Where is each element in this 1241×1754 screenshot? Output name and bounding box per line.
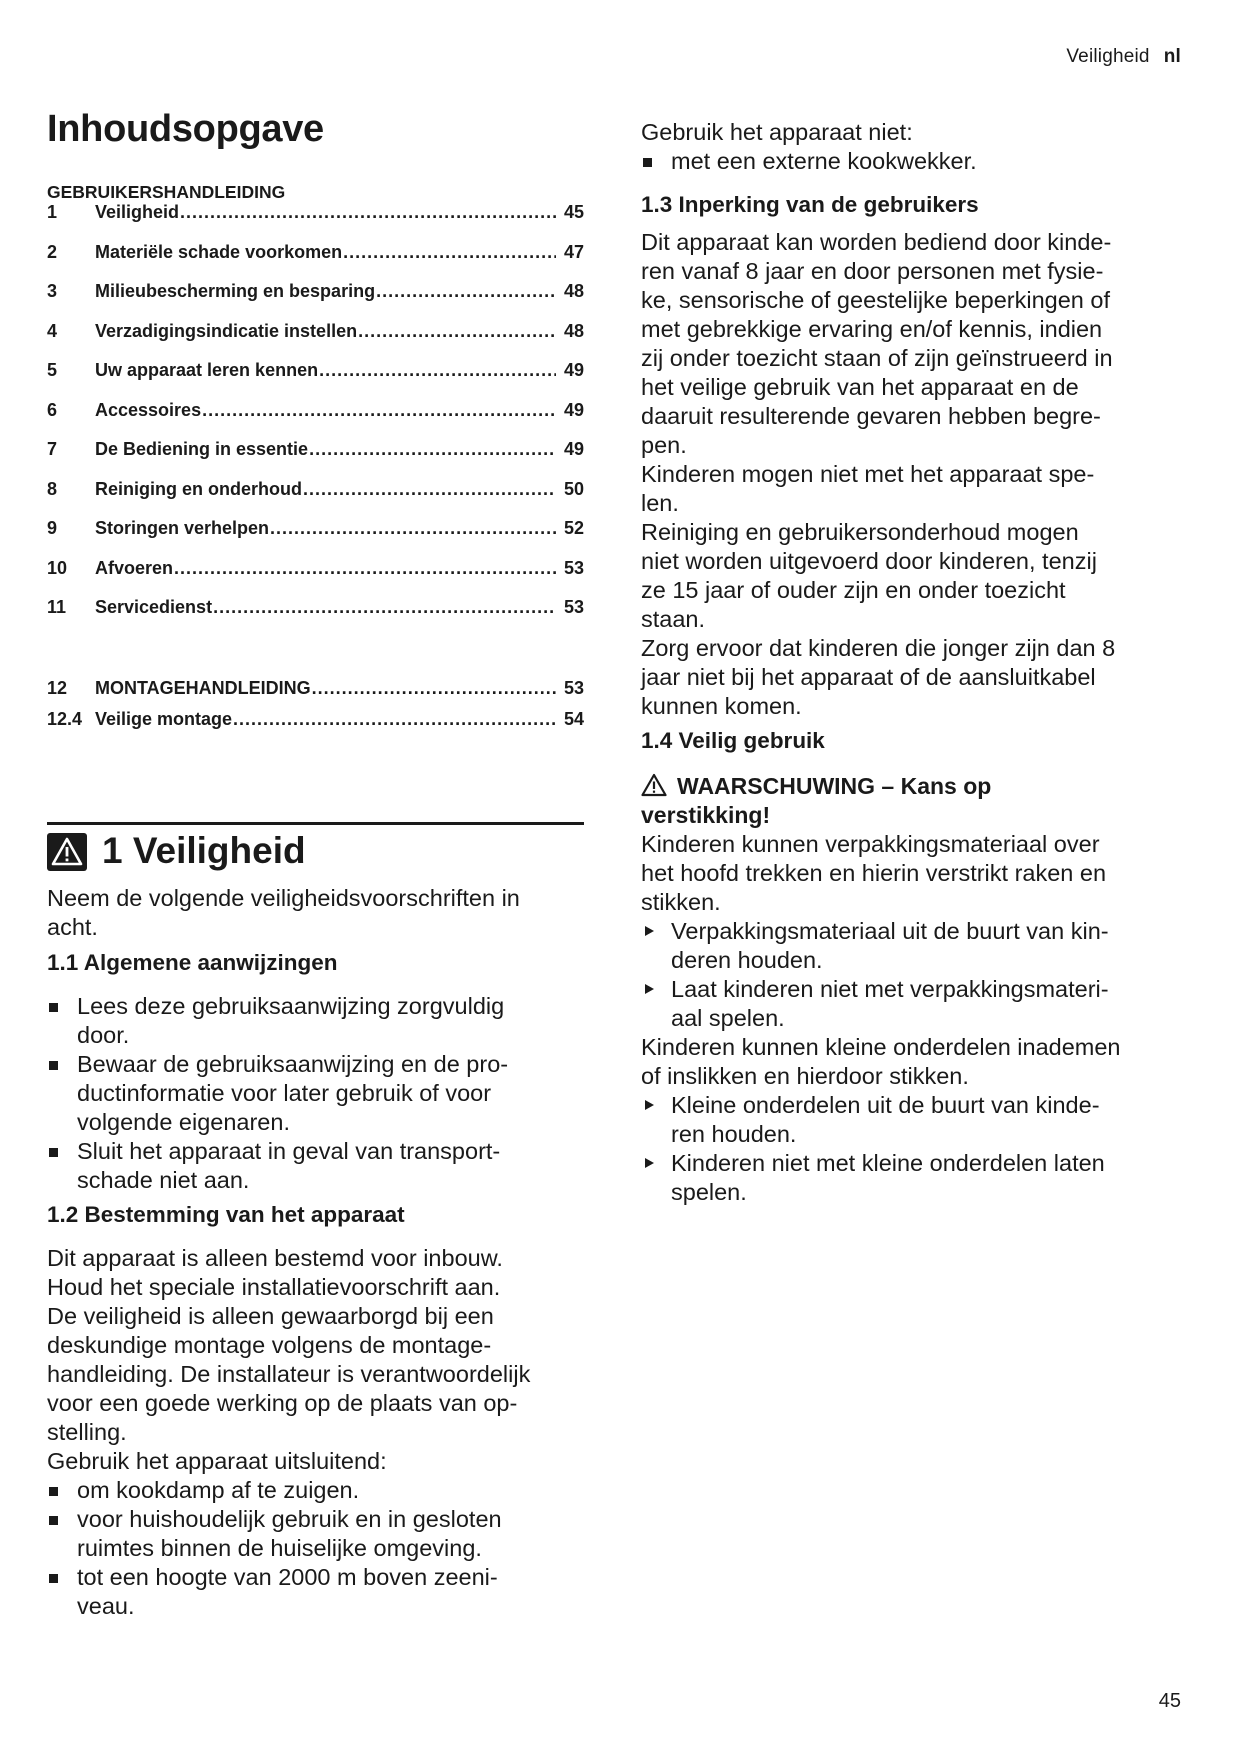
list-1-1 <box>47 992 584 1195</box>
toc-entry[interactable] <box>47 242 584 266</box>
list-item-line: deren houden. <box>671 947 823 973</box>
heading-1-2-text: 1.2 Bestemming van het apparaat <box>47 1202 405 1227</box>
list-item-line: Laat kinderen niet met verpakkingsmateri- <box>671 976 1109 1002</box>
text-line: ze 15 jaar of ouder zijn en onder toezicht <box>641 577 1066 603</box>
text-line: ke, sensorische of geestelijke beperkingen of <box>641 287 1110 313</box>
warning-title <box>641 772 1181 830</box>
text-line: of inslikken en hierdoor stikken. <box>641 1063 969 1089</box>
toc-entry-page: 53 <box>563 597 584 617</box>
toc-entry-number: 12 <box>47 678 68 698</box>
heading-1-4 <box>641 728 825 754</box>
heading-1-4-text: 1.4 Veilig gebruik <box>641 728 825 753</box>
list-item-line: door. <box>77 1022 130 1048</box>
toc-entry[interactable] <box>47 678 584 702</box>
list-item-line: volgende eigenaren. <box>77 1109 290 1135</box>
section-1-heading <box>47 822 584 883</box>
toc-entry-page: 49 <box>563 399 584 420</box>
toc-entry-page: 54 <box>563 709 584 729</box>
toc-entry-number: 1 <box>47 202 58 222</box>
list-item-line: Sluit het apparaat in geval van transport- <box>77 1138 501 1164</box>
toc-entry-label: De Bediening in essentie <box>95 439 309 459</box>
heading-1-3-text: 1.3 Inperking van de gebruikers <box>641 192 979 217</box>
list-item <box>641 1091 1181 1149</box>
toc-entry[interactable] <box>47 518 584 542</box>
toc-entry-label: Veilige montage <box>95 709 233 729</box>
toc-entry-number: 12.4 <box>47 709 83 729</box>
list-item <box>47 1505 584 1563</box>
list-1-2 <box>47 1476 584 1621</box>
list-item-line: Lees deze gebruiksaanwijzing zorgvuldig <box>77 993 505 1019</box>
paragraph: Gebruik het apparaat niet: <box>641 119 913 145</box>
text-line: stikken. <box>641 889 721 915</box>
text-line: het veilige gebruik van het apparaat en de <box>641 374 1079 400</box>
toc-entry-label: MONTAGEHANDLEIDING <box>95 678 311 698</box>
toc-entry-page: 48 <box>563 281 584 301</box>
step-list <box>641 1091 1181 1207</box>
toc-leader-dots <box>233 709 556 730</box>
toc-entry-number: 6 <box>47 399 58 420</box>
text-line: stelling. <box>47 1419 127 1445</box>
paragraph <box>641 830 1181 917</box>
toc-entry-label: Uw apparaat leren kennen <box>95 360 319 380</box>
list-item-line: Kinderen niet met kleine onderdelen laten <box>671 1150 1105 1176</box>
list-item-line: Verpakkingsmateriaal uit de buurt van kin- <box>671 918 1109 944</box>
text-line: Kinderen kunnen kleine onderdelen inademen <box>641 1034 1121 1060</box>
toc-entry-number: 7 <box>47 439 58 459</box>
step-list <box>641 917 1181 1033</box>
text-line: pen. <box>641 432 687 458</box>
toc-entry[interactable] <box>47 439 584 463</box>
heading-1-2 <box>47 1202 405 1228</box>
heading-1-1 <box>47 950 338 976</box>
text-line: zij onder toezicht staan of zijn geïnstrueerd in <box>641 345 1113 371</box>
list-item <box>641 147 1181 176</box>
toc-entry-number: 2 <box>47 241 58 262</box>
section-1-title: 1 Veiligheid <box>102 830 306 871</box>
para-1-3 <box>641 228 1181 721</box>
bullet-list <box>641 147 1181 176</box>
list-item <box>641 1149 1181 1207</box>
paragraph <box>641 228 1181 721</box>
toc-leader-dots <box>180 202 556 223</box>
text-line: handleiding. De installateur is verantwoordelijk <box>47 1361 531 1387</box>
toc-entry-label: Materiële schade voorkomen <box>95 241 343 262</box>
toc-entry-page: 52 <box>563 518 584 538</box>
toc-entry-label: Afvoeren <box>95 557 174 578</box>
text-line: het hoofd trekken en hierin verstrikt raken en <box>641 860 1107 886</box>
toc-entry-page: 53 <box>563 678 584 698</box>
bullet-list <box>47 1476 584 1621</box>
text-line: deskundige montage volgens de montage- <box>47 1332 492 1358</box>
warning-triangle-icon <box>47 833 87 871</box>
toc-entry[interactable] <box>47 281 584 305</box>
text-line: jaar niet bij het apparaat of de aansluitkabel <box>641 664 1096 690</box>
toc-entry-number: 4 <box>47 320 58 341</box>
toc-entry[interactable] <box>47 597 584 621</box>
text-line: met gebrekkige ervaring en/of kennis, indien <box>641 316 1103 342</box>
toc-leader-dots <box>343 242 556 263</box>
warning-title-line: verstikking! <box>641 802 771 828</box>
text-line: daaruit resulterende gevaren hebben begre- <box>641 403 1101 429</box>
list-item-line: veau. <box>77 1593 135 1619</box>
warning-title-line: WAARSCHUWING – Kans op <box>677 773 992 799</box>
text-line: niet worden uitgevoerd door kinderen, tenzij <box>641 548 1097 574</box>
list-item <box>47 1563 584 1621</box>
toc-leader-dots <box>376 281 556 302</box>
list-item-line: Kleine onderdelen uit de buurt van kinde- <box>671 1092 1100 1118</box>
toc-leader-dots <box>202 400 556 421</box>
toc-leader-dots <box>270 518 556 539</box>
toc-entry-number: 8 <box>47 478 58 499</box>
text-line: Gebruik het apparaat uitsluitend: <box>47 1448 387 1474</box>
text-line: Kinderen kunnen verpakkingsmateriaal over <box>641 831 1100 857</box>
toc-entry-page: 47 <box>563 241 584 262</box>
toc-entry-number: 9 <box>47 518 58 538</box>
toc-entry-label: Storingen verhelpen <box>95 518 270 538</box>
list-item-line: ductinformatie voor later gebruik of voor <box>77 1080 492 1106</box>
list-item <box>47 1137 584 1195</box>
toc-entry[interactable] <box>47 709 584 733</box>
section-1-intro-text <box>47 884 584 942</box>
toc-title: Inhoudsopgave <box>47 108 324 150</box>
toc-leader-dots <box>303 479 556 500</box>
text-line: voor een goede werking op de plaats van op- <box>47 1390 518 1416</box>
toc-entry-number: 11 <box>47 597 67 617</box>
text-line: Kinderen mogen niet met het apparaat spe- <box>641 461 1095 487</box>
list-item <box>47 1050 584 1137</box>
running-header <box>1066 46 1181 68</box>
toc-entry[interactable] <box>47 202 584 226</box>
toc-entry-number: 5 <box>47 360 58 380</box>
text-line: Dit apparaat kan worden bediend door kinde- <box>641 229 1112 255</box>
toc-leader-dots <box>174 558 556 579</box>
toc-leader-dots <box>312 678 556 699</box>
list-item-line: aal spelen. <box>671 1005 785 1031</box>
toc-entry[interactable] <box>47 321 584 345</box>
toc-entry[interactable] <box>47 360 584 384</box>
section-1-intro <box>47 884 584 942</box>
warning-block <box>641 772 1181 1207</box>
list-item <box>641 917 1181 975</box>
running-header-lang: nl <box>1163 46 1181 67</box>
list-item-line: spelen. <box>671 1179 747 1205</box>
toc-entry-number: 10 <box>47 557 68 578</box>
paragraph <box>47 1244 584 1476</box>
list-item-line: ren houden. <box>671 1121 797 1147</box>
toc-entry-page: 48 <box>563 320 584 341</box>
list-item <box>641 975 1181 1033</box>
list-item-line: voor huishoudelijk gebruik en in gesloten <box>77 1506 502 1532</box>
toc-entry-label: Milieubescherming en besparing <box>95 281 376 301</box>
list-item <box>47 1476 584 1505</box>
text-line: len. <box>641 490 679 516</box>
toc-entry-page: 49 <box>563 439 584 459</box>
toc-entry-label: Accessoires <box>95 399 202 420</box>
not-use-list <box>641 147 1181 176</box>
para-1-2 <box>47 1244 584 1476</box>
list-item <box>47 992 584 1050</box>
list-item-line: Bewaar de gebruiksaanwijzing en de pro- <box>77 1051 509 1077</box>
toc-entry-label: Verzadigingsindicatie instellen <box>95 320 358 341</box>
list-item-line: schade niet aan. <box>77 1167 250 1193</box>
toc-entry-page: 53 <box>563 557 584 578</box>
text-line: Houd het speciale installatievoorschrift aan. <box>47 1274 501 1300</box>
text-line: ren vanaf 8 jaar en door personen met fysie- <box>641 258 1104 284</box>
list-item-line: om kookdamp af te zuigen. <box>77 1477 360 1503</box>
toc-entry-number: 3 <box>47 281 58 301</box>
toc-entry-page: 50 <box>563 478 584 499</box>
toc-entry[interactable] <box>47 400 584 424</box>
text-line: De veiligheid is alleen gewaarborgd bij een <box>47 1303 494 1329</box>
list-item-line: ruimtes binnen de huiselijke omgeving. <box>77 1535 482 1561</box>
warning-triangle-icon <box>641 773 667 797</box>
toc-entry-label: Servicedienst <box>95 597 213 617</box>
toc-entry-page: 45 <box>563 202 584 222</box>
text-line: Zorg ervoor dat kinderen die jonger zijn dan 8 <box>641 635 1116 661</box>
toc-leader-dots <box>358 321 556 342</box>
toc-entry[interactable] <box>47 479 584 503</box>
paragraph <box>641 1033 1181 1091</box>
intro-line: Neem de volgende veiligheidsvoorschriften in <box>47 885 520 911</box>
list-item-line: met een externe kookwekker. <box>671 148 977 174</box>
heading-1-1-text: 1.1 Algemene aanwijzingen <box>47 950 338 975</box>
not-use-intro <box>641 118 1181 147</box>
intro-line: acht. <box>47 914 98 940</box>
text-line: Dit apparaat is alleen bestemd voor inbouw. <box>47 1245 503 1271</box>
list-item-line: tot een hoogte van 2000 m boven zeeni- <box>77 1564 498 1590</box>
toc-entry[interactable] <box>47 558 584 582</box>
toc-subtitle: GEBRUIKERSHANDLEIDING <box>47 182 286 202</box>
running-header-section: Veiligheid <box>1066 46 1150 67</box>
toc-entry-page: 49 <box>563 360 584 380</box>
toc-leader-dots <box>213 597 556 618</box>
toc-entry-label: Reiniging en onderhoud <box>95 478 302 499</box>
text-line: Reiniging en gebruikersonderhoud mogen <box>641 519 1079 545</box>
toc-leader-dots <box>319 360 556 381</box>
heading-1-3 <box>641 192 979 218</box>
page-number: 45 <box>1158 1690 1181 1712</box>
text-line: staan. <box>641 606 706 632</box>
text-line: kunnen komen. <box>641 693 802 719</box>
bullet-list <box>47 992 584 1195</box>
toc-leader-dots <box>309 439 556 460</box>
toc-entry-label: Veiligheid <box>95 202 180 222</box>
